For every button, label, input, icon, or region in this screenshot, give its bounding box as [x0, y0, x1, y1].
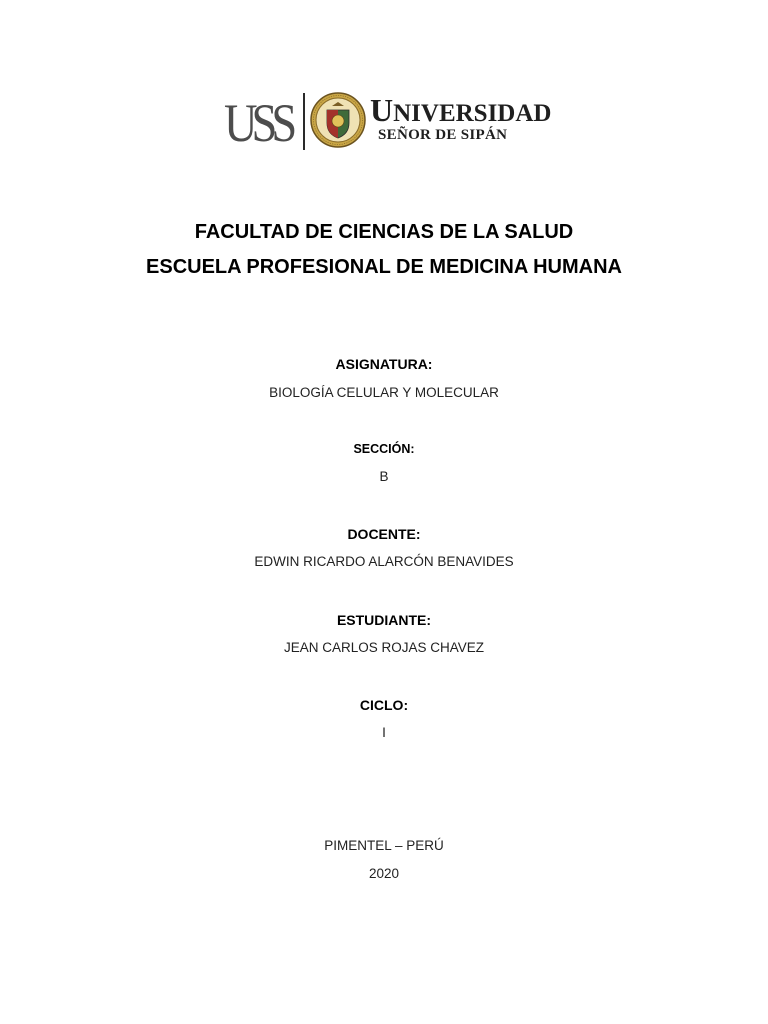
section-value: B [379, 469, 389, 484]
student-label: ESTUDIANTE: [336, 612, 432, 628]
cycle-label: CICLO: [359, 697, 409, 713]
student-value: JEAN CARLOS ROJAS CHAVEZ [283, 640, 485, 655]
faculty-title: FACULTAD DE CIENCIAS DE LA SALUD [194, 221, 574, 243]
teacher-label: DOCENTE: [347, 526, 421, 542]
teacher-value: EDWIN RICARDO ALARCÓN BENAVIDES [254, 554, 514, 569]
course-value: BIOLOGÍA CELULAR Y MOLECULAR [269, 385, 499, 400]
cycle-value: I [382, 725, 386, 740]
logo-university-subname: SEÑOR DE SIPÁN [378, 127, 508, 143]
logo-divider [303, 93, 305, 150]
university-logo [222, 90, 552, 154]
school-title: ESCUELA PROFESIONAL DE MEDICINA HUMANA [146, 256, 622, 278]
year-text: 2020 [368, 866, 400, 881]
logo-university-name: UNIVERSIDAD [370, 92, 552, 128]
place-text: PIMENTEL – PERÚ [324, 838, 444, 853]
logo-wordmark: USS [224, 93, 292, 153]
section-label: SECCIÓN: [353, 442, 415, 456]
course-label: ASIGNATURA: [335, 356, 433, 372]
university-seal-icon [310, 92, 366, 148]
